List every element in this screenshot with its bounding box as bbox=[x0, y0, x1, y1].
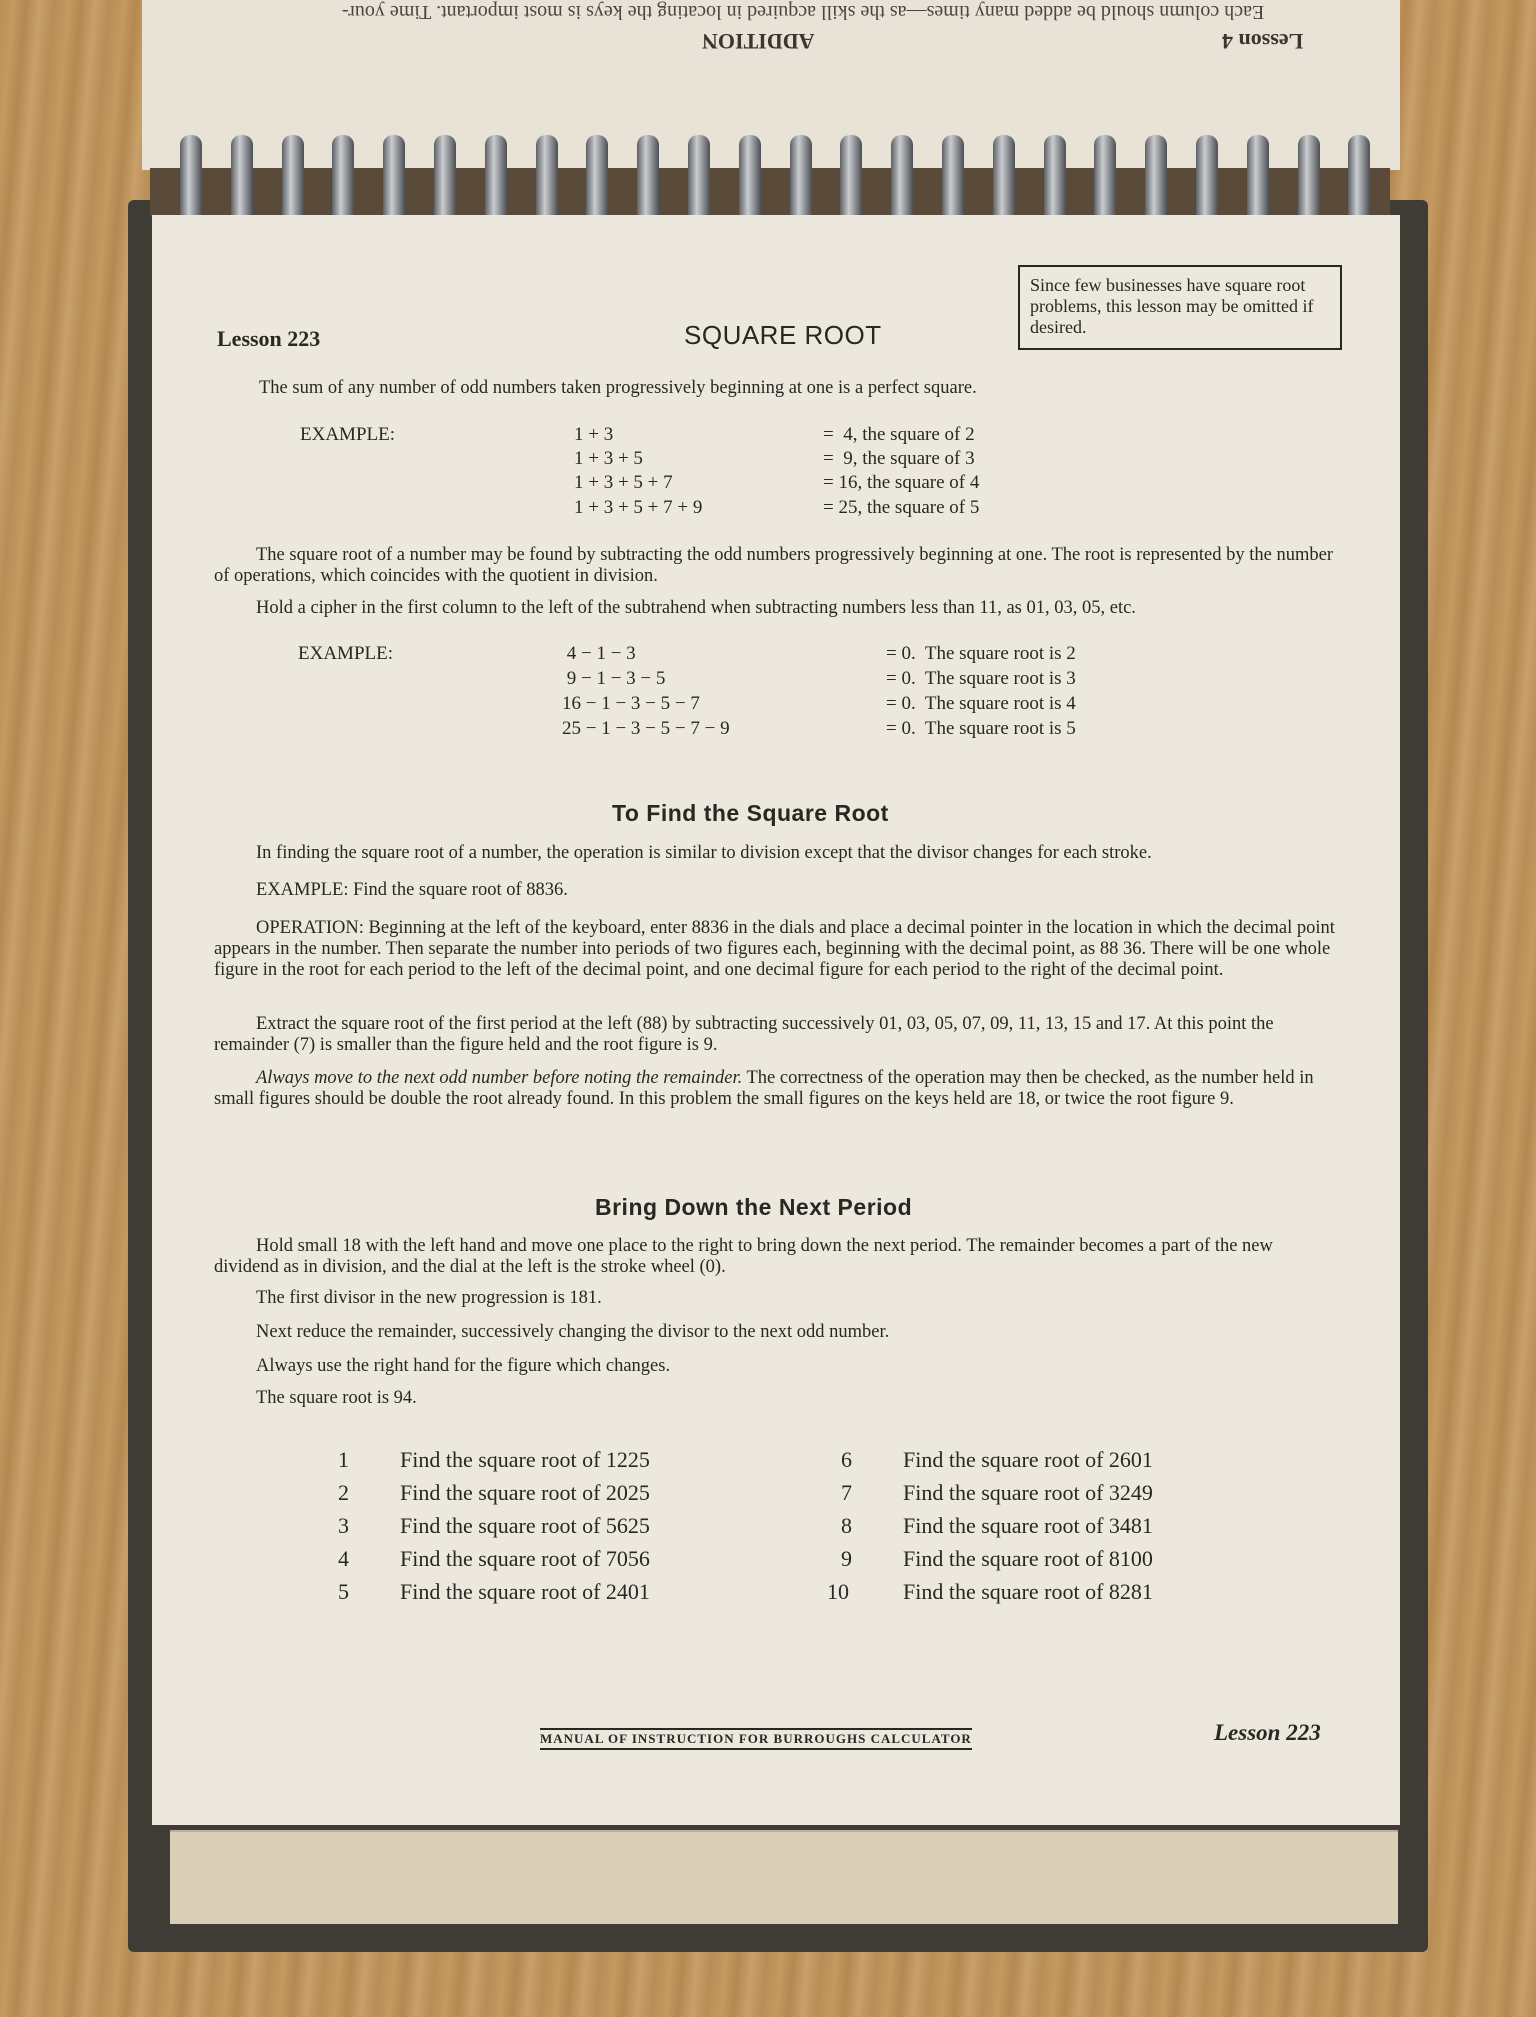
paragraph-first-divisor: The first divisor in the new progression is 181. bbox=[256, 1288, 602, 1308]
previous-page-lesson: Lesson 4 bbox=[1222, 29, 1304, 54]
paragraph-reduce: Next reduce the remainder, successively changing the divisor to the next odd number. bbox=[256, 1322, 890, 1342]
paragraph-extract: Extract the square root of the first period at the left (88) by subtracting successively 01, 03, 05, 07, 09, 11, 13, 15 and 17. At this point the remainder (7) is smaller than the figure held and the root figure is 9. bbox=[214, 1014, 1274, 1055]
example-1-expr: 1 + 3 + 5 bbox=[574, 448, 643, 469]
page-stack-edge bbox=[170, 1830, 1398, 1924]
problem-text: Find the square root of 7056 bbox=[400, 1546, 650, 1571]
example-1-expr: 1 + 3 + 5 + 7 bbox=[574, 472, 673, 493]
paragraph-result: The square root is 94. bbox=[256, 1388, 417, 1408]
page-title: SQUARE ROOT bbox=[684, 320, 882, 350]
problem-number: 3 bbox=[338, 1513, 349, 1538]
example-1-expr: 1 + 3 + 5 + 7 + 9 bbox=[574, 497, 703, 518]
example-2-expr: 4 − 1 − 3 bbox=[562, 643, 636, 664]
example-1-result: = 9, the square of 3 bbox=[823, 448, 975, 469]
problem-text: Find the square root of 3249 bbox=[903, 1480, 1153, 1505]
section-title-find-root: To Find the Square Root bbox=[612, 800, 889, 826]
example-label: EXAMPLE: bbox=[298, 643, 393, 664]
footer-lesson-number: Lesson 223 bbox=[1214, 1720, 1321, 1745]
problem-text: Find the square root of 2401 bbox=[400, 1579, 650, 1604]
paragraph-always-move bbox=[214, 1068, 1342, 1110]
problem-number: 10 bbox=[827, 1579, 849, 1604]
example-2-result: = 0. The square root is 3 bbox=[886, 668, 1076, 689]
problem-text: Find the square root of 3481 bbox=[903, 1513, 1153, 1538]
example-2-result: = 0. The square root is 4 bbox=[886, 693, 1076, 714]
paragraph-subtraction: The square root of a number may be found by subtracting the odd numbers progressively beginning at one. The root is represented by the number of operations, which coincides with the quotient in division. bbox=[214, 545, 1334, 586]
paragraph-division: In finding the square root of a number, the operation is similar to division except that the divisor changes for each stroke. bbox=[256, 843, 1152, 863]
section-title-next-period: Bring Down the Next Period bbox=[595, 1194, 913, 1220]
previous-page-text: Each column should be added many times—as the skill acquired in locating the keys is most important. Time your- bbox=[342, 1, 1265, 23]
example-2-expr: 16 − 1 − 3 − 5 − 7 bbox=[562, 693, 700, 714]
paragraph-check: The correctness of the operation may then be checked, as the number held in small figures should be double the root already found. In this problem the small figures on the keys held are 18, or twice the root figure 9. bbox=[214, 1068, 1314, 1109]
example-1-result: = 4, the square of 2 bbox=[823, 424, 975, 445]
problem-number: 1 bbox=[338, 1447, 349, 1472]
problem-number: 2 bbox=[338, 1480, 349, 1505]
example-2-result: = 0. The square root is 5 bbox=[886, 718, 1076, 739]
example-2-result: = 0. The square root is 2 bbox=[886, 643, 1076, 664]
example-1-expr: 1 + 3 bbox=[574, 424, 614, 445]
problem-number: 7 bbox=[841, 1480, 852, 1505]
footer-manual-title: MANUAL OF INSTRUCTION FOR BURROUGHS CALCULATOR bbox=[540, 1728, 972, 1750]
paragraph-cipher: Hold a cipher in the first column to the left of the subtrahend when subtracting numbers less than 11, as 01, 03, 05, etc. bbox=[256, 598, 1136, 618]
italic-rule: Always move to the next odd number before noting the remainder. bbox=[256, 1068, 743, 1088]
example-1-result: = 25, the square of 5 bbox=[823, 497, 980, 518]
problem-text: Find the square root of 8281 bbox=[903, 1579, 1153, 1604]
problem-text: Find the square root of 2601 bbox=[903, 1447, 1153, 1472]
example-label: EXAMPLE: bbox=[300, 424, 395, 445]
paragraph-hold-small: Hold small 18 with the left hand and move one place to the right to bring down the next period. The remainder becomes a part of the new dividend as in division, and the dial at the left is the stroke wheel (0). bbox=[214, 1236, 1273, 1277]
problem-number: 5 bbox=[338, 1579, 349, 1604]
intro-paragraph: The sum of any number of odd numbers taken progressively beginning at one is a perfect square. bbox=[259, 378, 977, 398]
problem-number: 9 bbox=[841, 1546, 852, 1571]
problem-number: 6 bbox=[841, 1447, 852, 1472]
omit-note: Since few businesses have square root problems, this lesson may be omitted if desired. bbox=[1018, 265, 1342, 350]
problem-number: 4 bbox=[338, 1546, 349, 1571]
example-2-expr: 9 − 1 − 3 − 5 bbox=[562, 668, 666, 689]
example-2-expr: 25 − 1 − 3 − 5 − 7 − 9 bbox=[562, 718, 730, 739]
problem-text: Find the square root of 1225 bbox=[400, 1447, 650, 1472]
lesson-number: Lesson 223 bbox=[217, 326, 321, 351]
paragraph-example: EXAMPLE: Find the square root of 8836. bbox=[256, 880, 568, 900]
problem-text: Find the square root of 8100 bbox=[903, 1546, 1153, 1571]
problem-text: Find the square root of 2025 bbox=[400, 1480, 650, 1505]
previous-page-title: ADDITION bbox=[702, 29, 815, 54]
example-1-result: = 16, the square of 4 bbox=[823, 472, 980, 493]
problem-text: Find the square root of 5625 bbox=[400, 1513, 650, 1538]
paragraph-operation: OPERATION: Beginning at the left of the keyboard, enter 8836 in the dials and place a decimal pointer in the location in which the decimal point appears in the number. Then separate the number into periods of two figures each, beginning with the decimal point, as 88 36. There will be one whole figure in the root for each period to the left of the decimal point, and one decimal figure for each period to the right of the decimal point. bbox=[214, 918, 1335, 980]
problem-number: 8 bbox=[841, 1513, 852, 1538]
paragraph-right-hand: Always use the right hand for the figure which changes. bbox=[256, 1356, 671, 1376]
